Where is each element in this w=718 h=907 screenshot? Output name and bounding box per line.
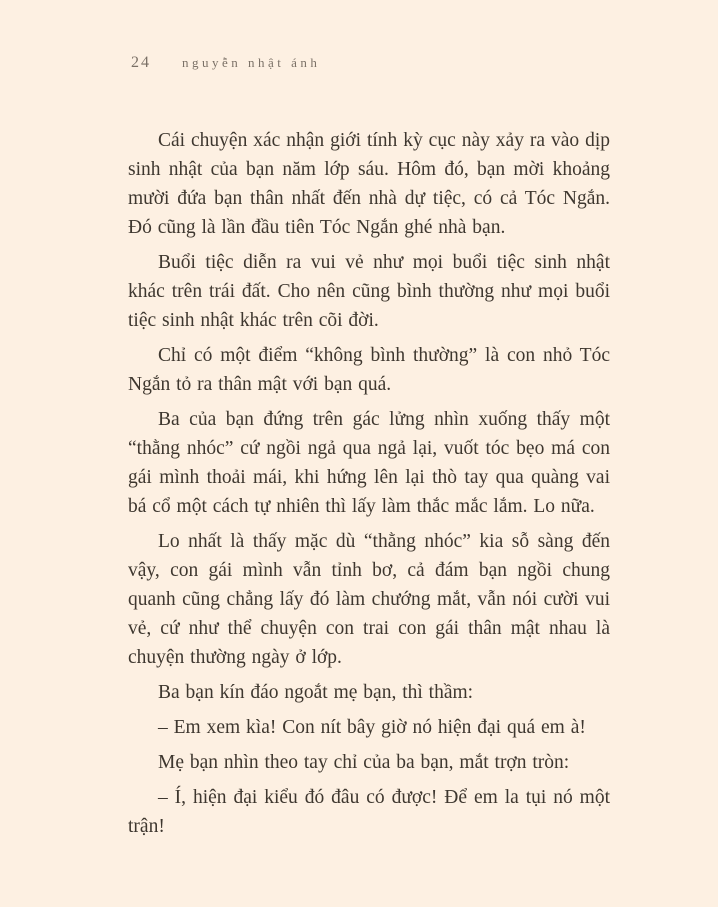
- paragraph: Chỉ có một điểm “không bình thường” là con nhỏ Tóc Ngắn tỏ ra thân mật với bạn quá.: [128, 345, 610, 395]
- paragraph: Mẹ bạn nhìn theo tay chỉ của ba bạn, mắt trợn tròn:: [158, 752, 570, 773]
- page-number: 24: [131, 54, 151, 71]
- paragraph: Ba bạn kín đáo ngoắt mẹ bạn, thì thầm:: [158, 682, 474, 703]
- running-header-author: nguyễn nhật ánh: [182, 55, 321, 70]
- paragraph: Cái chuyện xác nhận giới tính kỳ cục này xảy ra vào dịp sinh nhật của bạn năm lớp sáu. Hôm đó, bạn mời khoảng mười đứa bạn thân nhất đến nhà dự tiệc, có cả Tóc Ngắn. Đó cũng là lần đầu tiên Tóc Ngắn ghé nhà bạn.: [128, 130, 610, 238]
- body-text-block: [128, 126, 610, 847]
- paragraph: – Í, hiện đại kiểu đó đâu có được! Để em la tụi nó một trận!: [128, 787, 610, 837]
- paragraph: – Em xem kìa! Con nít bây giờ nó hiện đại quá em à!: [158, 717, 586, 738]
- paragraph: Ba của bạn đứng trên gác lửng nhìn xuống thấy một “thằng nhóc” cứ ngồi ngả qua ngả lại, vuốt tóc bẹo má con gái mình thoải mái, khi hứng lên lại thò tay qua quàng vai bá cổ một cách tự nhiên thì lấy làm thắc mắc lắm. Lo nữa.: [128, 409, 610, 517]
- page-header: [131, 54, 320, 72]
- paragraph: Lo nhất là thấy mặc dù “thằng nhóc” kia sỗ sàng đến vậy, con gái mình vẫn tỉnh bơ, cả đám bạn ngồi chung quanh cũng chẳng lấy đó làm chướng mắt, vẫn nói cười vui vẻ, cứ như thể chuyện con trai con gái thân mật nhau là chuyện thường ngày ở lớp.: [128, 531, 610, 668]
- paragraph: Buổi tiệc diễn ra vui vẻ như mọi buổi tiệc sinh nhật khác trên trái đất. Cho nên cũng bình thường như mọi buổi tiệc sinh nhật khác trên cõi đời.: [128, 252, 610, 331]
